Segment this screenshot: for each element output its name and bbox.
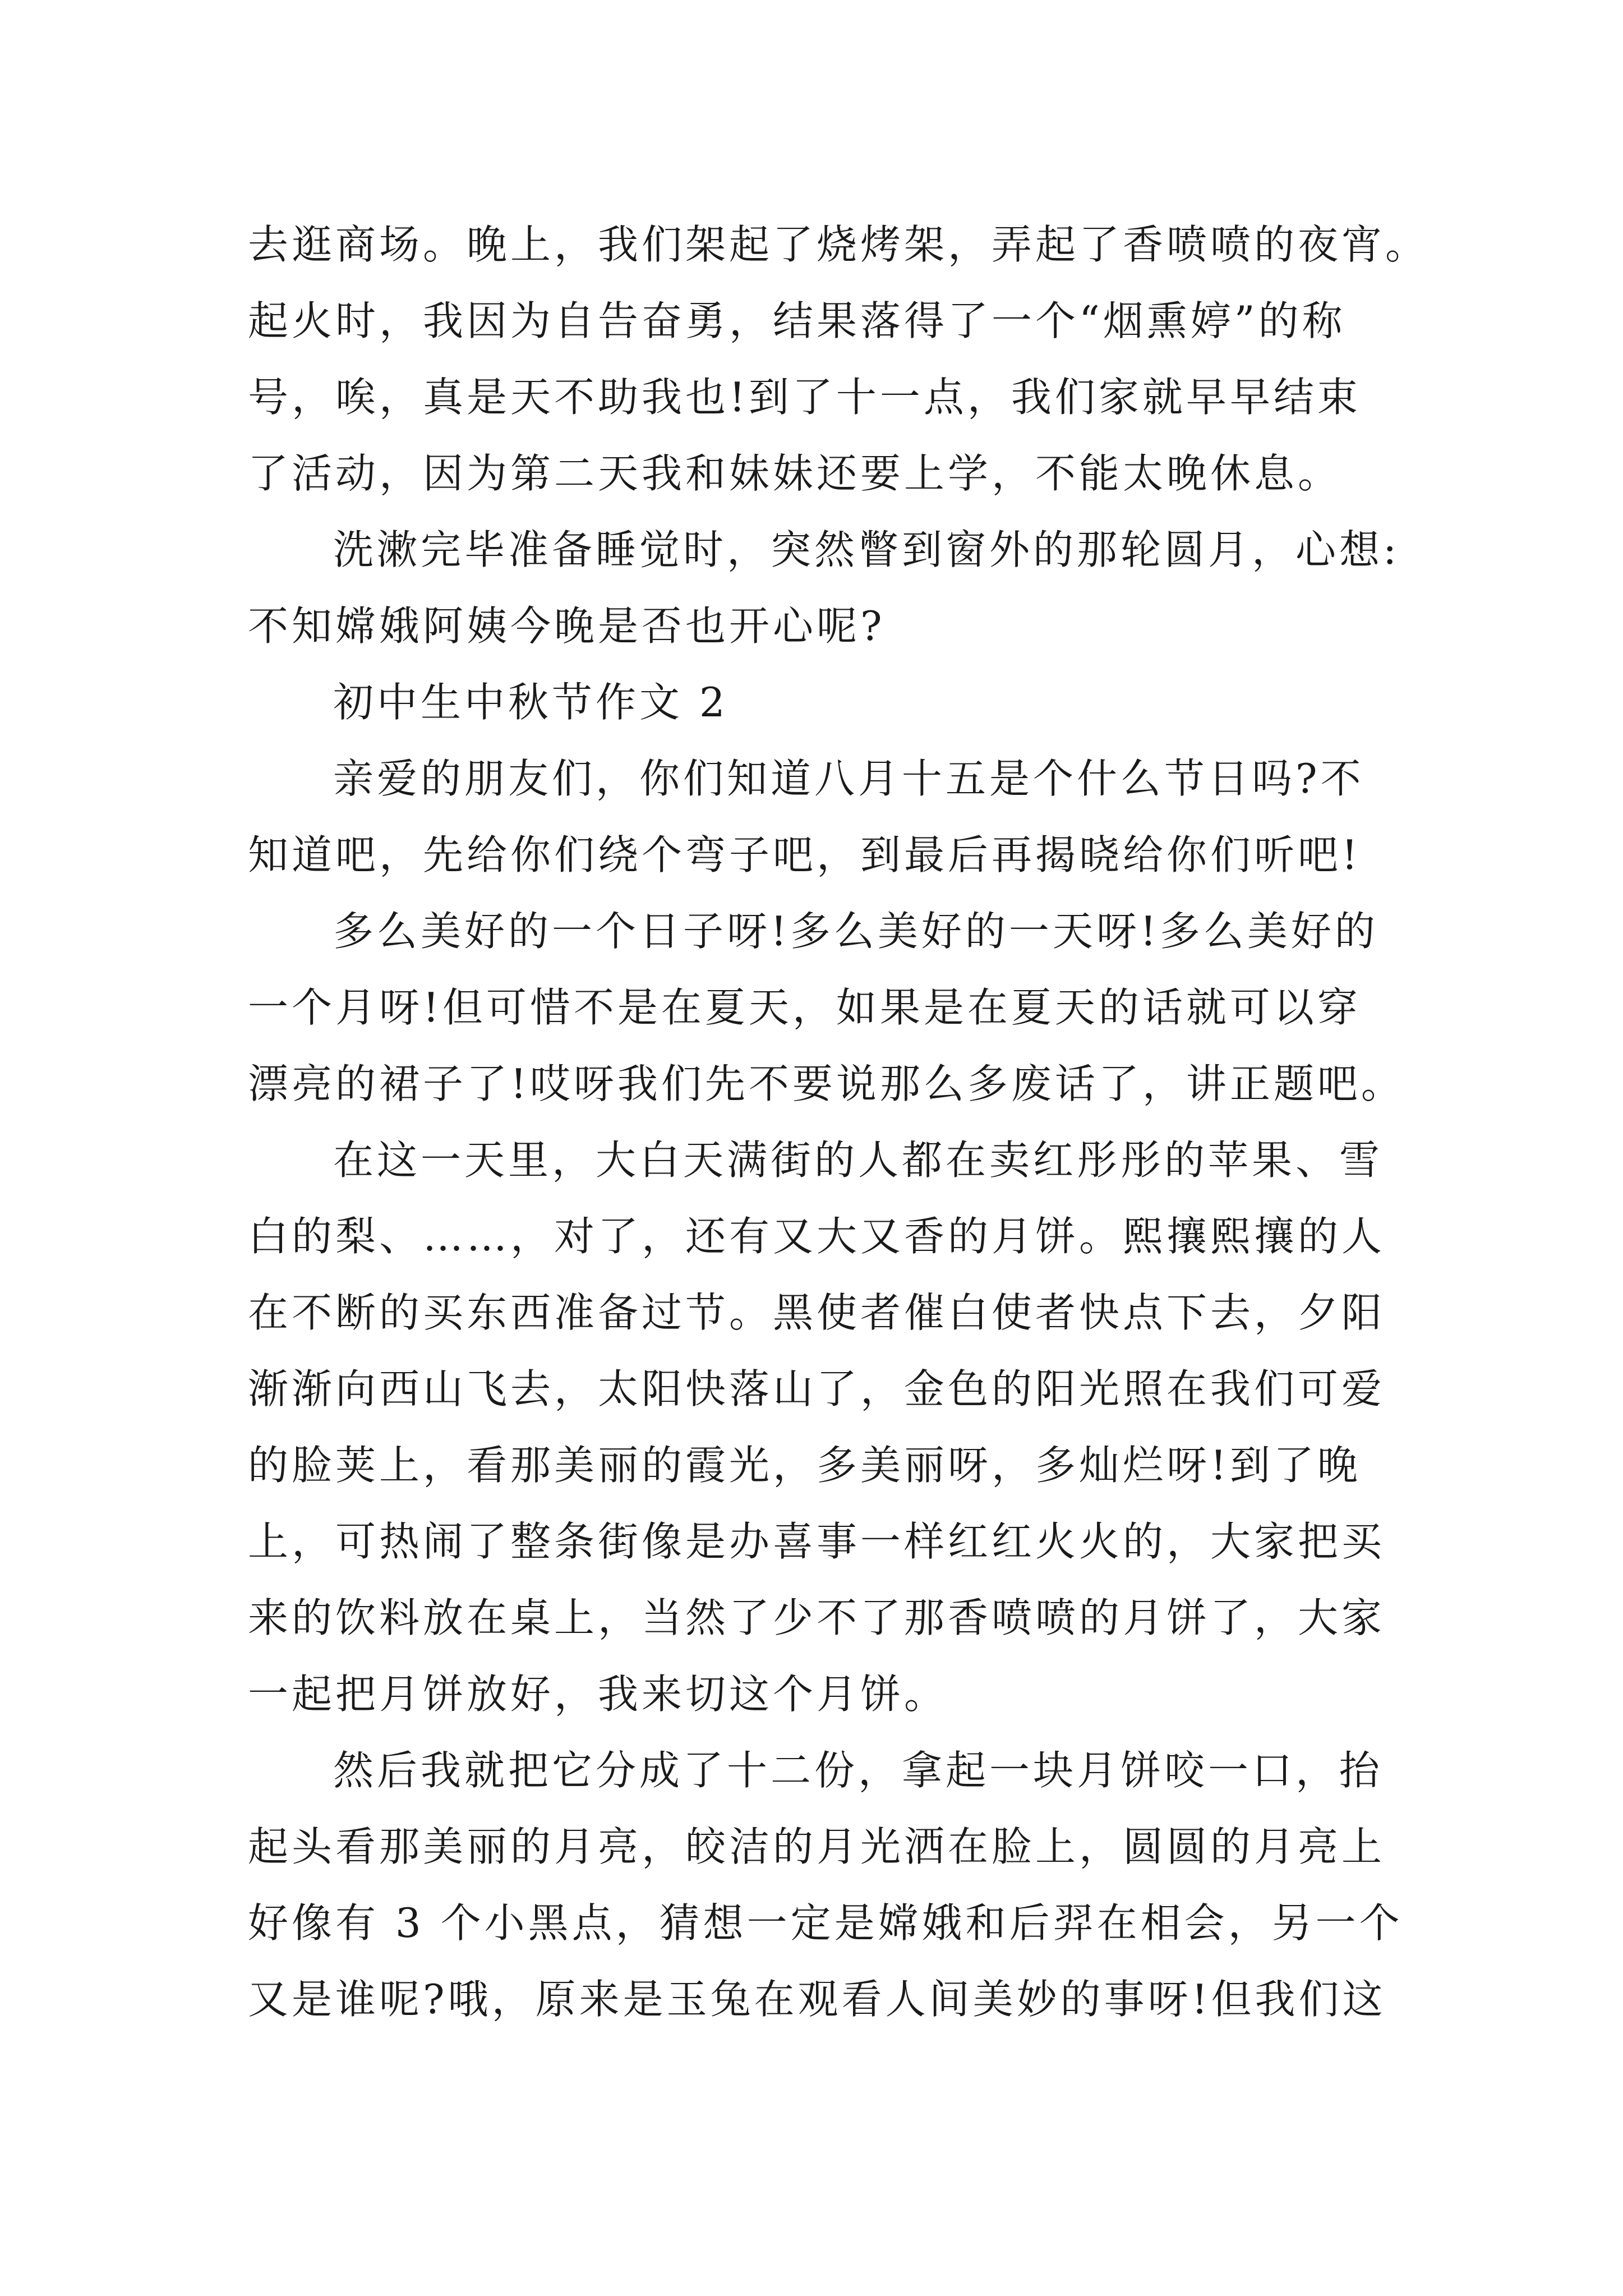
- text-line: 一个月呀!但可惜不是在夏天，如果是在夏天的话就可以穿: [248, 984, 1361, 1031]
- text-line: 多么美好的一个日子呀!多么美好的一天呀!多么美好的: [333, 908, 1378, 955]
- paragraph-1: [248, 206, 1430, 512]
- text-line: 知道吧，先给你们绕个弯子吧，到最后再揭晓给你们听吧!: [248, 831, 1361, 878]
- text-line: 了活动，因为第二天我和妹妹还要上学，不能太晚休息。: [248, 450, 1342, 497]
- text-line: 上，可热闹了整条街像是办喜事一样红红火火的，大家把买: [248, 1518, 1386, 1565]
- text-line: 来的饮料放在桌上，当然了少不了那香喷喷的月饼了，大家: [248, 1594, 1386, 1641]
- text-line: 然后我就把它分成了十二份，拿起一块月饼咬一口，抬: [333, 1747, 1384, 1794]
- text-line: 好像有 3 个小黑点，猜想一定是嫦娥和后羿在相会，另一个: [248, 1899, 1403, 1947]
- text-line: 洗漱完毕准备睡觉时，突然瞥到窗外的那轮圆月，心想:: [333, 526, 1400, 573]
- paragraph-5: [248, 1122, 1392, 1732]
- text-line: 白的梨、……，对了，还有又大又香的月饼。熙攘熙攘的人: [248, 1213, 1386, 1260]
- text-line: 又是谁呢?哦，原来是玉兔在观看人间美妙的事呀!但我们这: [248, 1976, 1386, 2023]
- text-line: 号，唉，真是天不助我也!到了十一点，我们家就早早结束: [248, 374, 1361, 421]
- text-line: 一起把月饼放好，我来切这个月饼。: [248, 1671, 948, 1718]
- text-line: 不知嫦娥阿姨今晚是否也开心呢?: [248, 602, 886, 650]
- text-line: 亲爱的朋友们，你们知道八月十五是个什么节日吗?不: [333, 755, 1364, 802]
- text-line: 起火时，我因为自告奋勇，结果落得了一个“烟熏婷”的称: [248, 297, 1346, 344]
- text-line: 去逛商场。晚上，我们架起了烧烤架，弄起了香喷喷的夜宵。: [248, 221, 1430, 268]
- document-body: [248, 206, 1430, 2037]
- paragraph-6: [248, 1732, 1403, 2037]
- paragraph-2: [248, 512, 1400, 664]
- essay-heading: [248, 664, 1392, 740]
- paragraph-4: [248, 893, 1405, 1122]
- paragraph-3: [248, 740, 1392, 893]
- text-line: 的脸荚上，看那美丽的霞光，多美丽呀，多灿烂呀!到了晚: [248, 1442, 1361, 1489]
- text-line: 在不断的买东西准备过节。黑使者催白使者快点下去，夕阳: [248, 1289, 1386, 1336]
- heading-line: 初中生中秋节作文 2: [333, 679, 728, 726]
- text-line: 在这一天里，大白天满街的人都在卖红彤彤的苹果、雪: [333, 1137, 1384, 1184]
- text-line: 漂亮的裙子了!哎呀我们先不要说那么多废话了，讲正题吧。: [248, 1060, 1405, 1107]
- text-line: 起头看那美丽的月亮，皎洁的月光洒在脸上，圆圆的月亮上: [248, 1823, 1386, 1870]
- text-line: 渐渐向西山飞去，太阳快落山了，金色的阳光照在我们可爱: [248, 1365, 1386, 1412]
